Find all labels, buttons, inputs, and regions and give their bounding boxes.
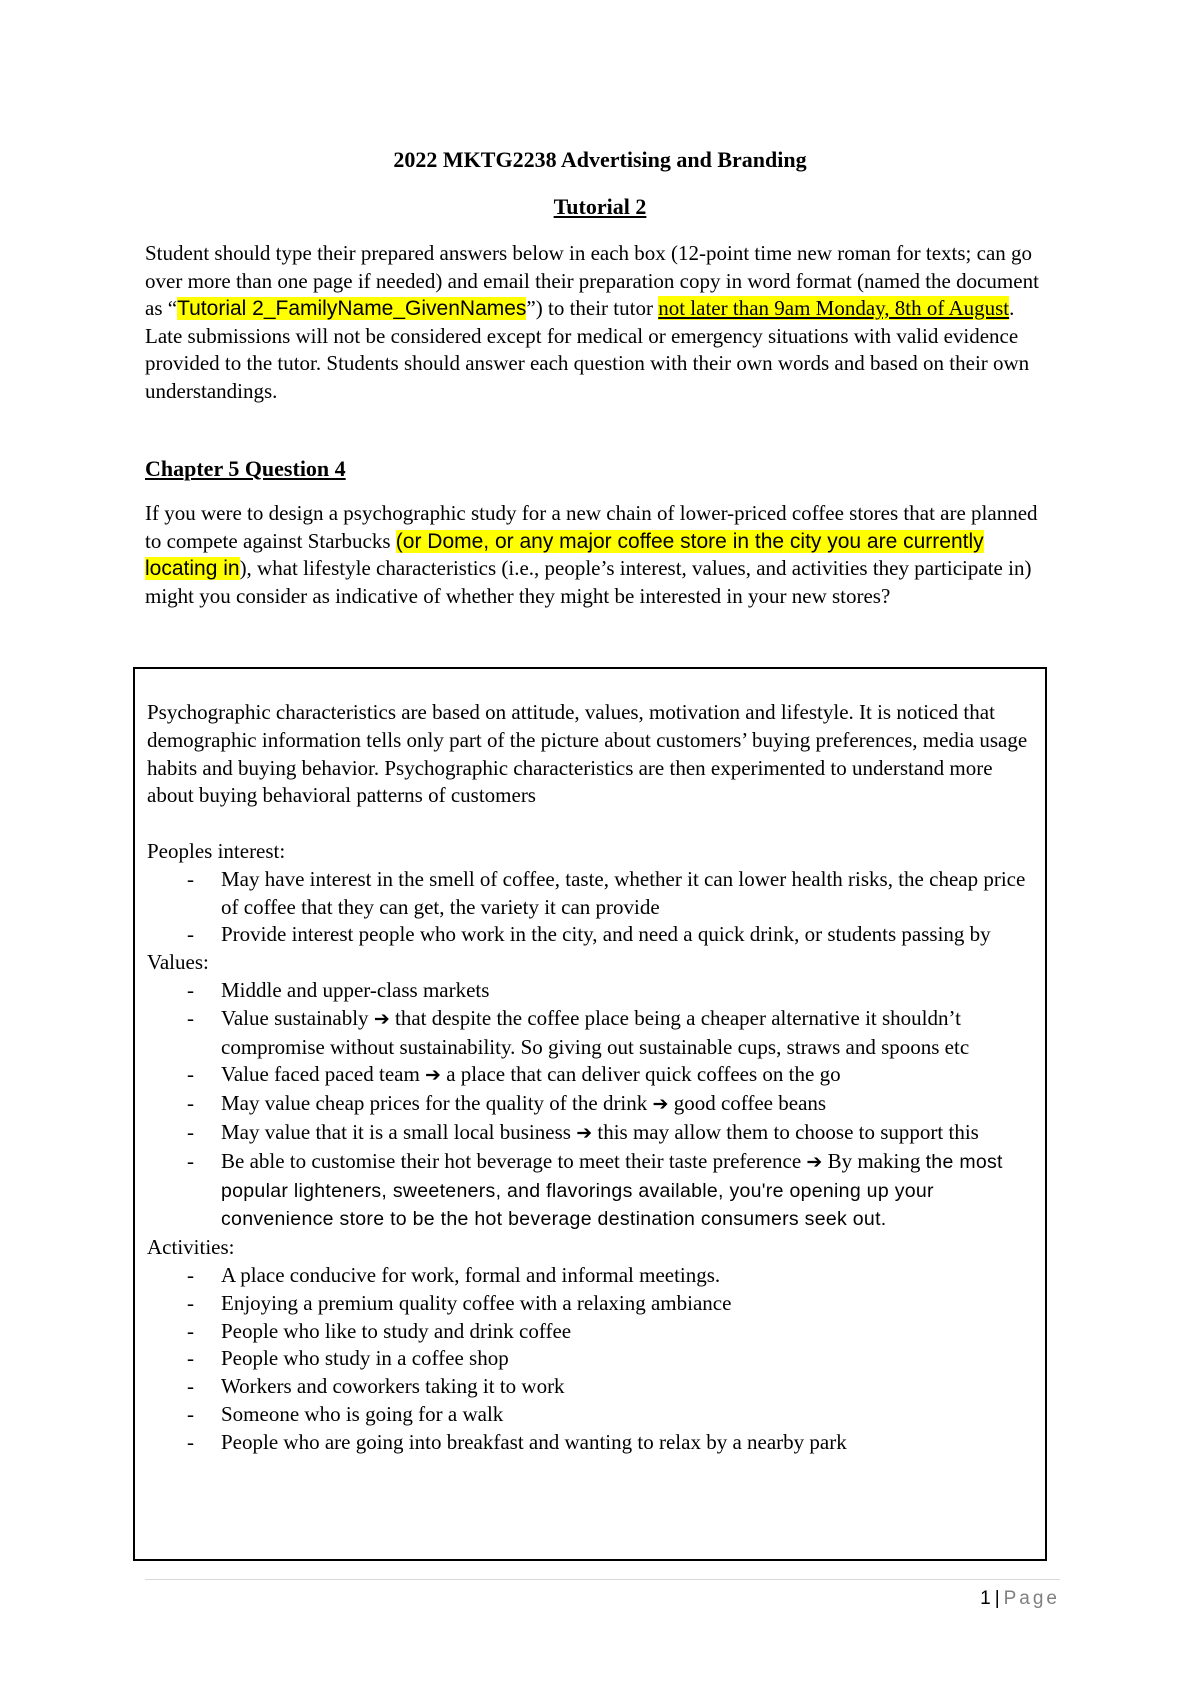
list-item [147, 1005, 1037, 1062]
values-heading: Values: [147, 950, 209, 975]
list-item [147, 1318, 1037, 1346]
right-arrow-icon: ➔ [373, 1007, 390, 1030]
answer-intro: Psychographic characteristics are based on attitude, values, motivation and lifestyle. It is noticed that demographic information tells only part of the picture about customers’ buying preferences, media usage habits and buying behavior. Psychographic characteristics are then experimented to understand more about buying behavioral patterns of customers [147, 700, 1028, 808]
list-item [147, 977, 1037, 1005]
list-item-text: People who are going into breakfast and wanting to relax by a nearby park [221, 1429, 847, 1454]
dash-bullet: - [187, 1318, 194, 1343]
list-item-text: Someone who is going for a walk [221, 1401, 504, 1426]
interest-heading: Peoples interest: [147, 838, 286, 863]
list-item [147, 1061, 1037, 1090]
list-item-text: good coffee beans [668, 1091, 827, 1116]
list-item-text: May value that it is a small local business [221, 1119, 577, 1144]
instructions-text-1: Student should type their prepared answers below in each box (12-point time new roman for texts; can go over more than one page if needed) and email their preparation copy in word format (named the document as “ [145, 241, 1039, 320]
right-arrow-icon: ➔ [425, 1064, 441, 1087]
question-text-2: ), what lifestyle characteristics (i.e., people’s interest, values, and activities they participate in) might you consider as indicative of whether they might be interested in your new stores? [145, 556, 1032, 608]
dash-bullet: - [187, 1262, 194, 1287]
footer-divider [145, 1579, 1060, 1580]
interest-list [147, 866, 1037, 949]
list-item-text: People who study in a coffee shop [221, 1346, 509, 1371]
list-item [147, 1090, 1037, 1119]
dash-bullet: - [187, 1290, 194, 1315]
list-item-text: Workers and coworkers taking it to work [221, 1374, 565, 1399]
chapter-heading: Chapter 5 Question 4 [145, 456, 346, 481]
right-arrow-icon: ➔ [652, 1093, 669, 1116]
list-item [147, 1119, 1037, 1148]
dash-bullet: - [187, 1148, 194, 1173]
list-item-text: Middle and upper-class markets [221, 977, 490, 1002]
dash-bullet: - [187, 1346, 194, 1371]
values-list [147, 977, 1037, 1234]
question-highlight: (or Dome, or any major coffee store in the city you are currently locating in [145, 529, 984, 580]
list-item [147, 1429, 1037, 1457]
dash-bullet: - [187, 1005, 194, 1030]
answer-box[interactable] [133, 667, 1047, 1561]
instructions-text-3: . Late submissions will not be considered except for medical or emergency situations with valid evidence provided to the tutor. Students should answer each question with their own words and based on their own understandings. [145, 296, 1030, 403]
list-item-text: Enjoying a premium quality coffee with a relaxing ambiance [221, 1290, 732, 1315]
list-item [147, 866, 1037, 922]
list-item-text: May have interest in the smell of coffee, taste, whether it can lower health risks, the cheap price of coffee that they can get, the variety it can provide [221, 866, 1026, 919]
right-arrow-icon: ➔ [806, 1150, 823, 1173]
list-item [147, 1345, 1037, 1373]
list-item-text: that despite the coffee place being a cheaper alternative it shouldn’t compromise without sustainability. So giving out sustainable cups, straws and spoons etc [221, 1005, 970, 1059]
page-footer [980, 1587, 1060, 1611]
footer-separator: | [994, 1588, 1000, 1609]
question-paragraph [145, 500, 1055, 610]
dash-bullet: - [187, 1374, 194, 1399]
dash-bullet: - [187, 922, 194, 947]
list-item-text: Provide interest people who work in the city, and need a quick drink, or students passing by [221, 922, 991, 947]
document-title: 2022 MKTG2238 Advertising and Branding [393, 147, 807, 172]
list-item-text: By making [822, 1148, 926, 1173]
list-item-text: this may allow them to choose to support this [592, 1119, 979, 1144]
dash-bullet: - [187, 977, 194, 1002]
document-subtitle: Tutorial 2 [553, 194, 647, 219]
dash-bullet: - [187, 1401, 194, 1426]
page-label: Page [1003, 1588, 1060, 1609]
dash-bullet: - [187, 1119, 194, 1144]
list-item [147, 1373, 1037, 1401]
dash-bullet: - [187, 1429, 194, 1454]
right-arrow-icon: ➔ [576, 1121, 593, 1144]
instructions-text-2: ”) to their tutor [526, 296, 659, 320]
dash-bullet: - [187, 1062, 194, 1087]
list-item-text: Value sustainably [221, 1005, 374, 1030]
list-item [147, 1290, 1037, 1318]
dash-bullet: - [187, 866, 194, 891]
instructions-paragraph [145, 240, 1055, 405]
list-item [147, 1148, 1037, 1234]
dash-bullet: - [187, 1091, 194, 1116]
list-item [147, 1262, 1037, 1290]
list-item-text: People who like to study and drink coffee [221, 1318, 572, 1343]
deadline-highlight: not later than 9am Monday, 8th of August [658, 296, 1010, 320]
list-item-text: A place conducive for work, formal and informal meetings. [221, 1262, 721, 1287]
list-item-text: Be able to customise their hot beverage to meet their taste preference [221, 1148, 807, 1173]
activities-heading: Activities: [147, 1235, 235, 1260]
activities-list [147, 1262, 1037, 1457]
filename-highlight: Tutorial 2_FamilyName_GivenNames [177, 297, 527, 320]
list-item [147, 921, 1037, 949]
answer-content [147, 699, 1037, 1457]
list-item-text: May value cheap prices for the quality of the drink [221, 1091, 653, 1116]
list-item-text: Value faced paced team [221, 1062, 426, 1087]
list-item-text: the most popular lighteners, sweeteners, and flavorings available, you're opening up your convenience store to be the hot beverage destination consumers seek out. [221, 1150, 1003, 1231]
page-number: 1 [980, 1588, 991, 1609]
list-item [147, 1401, 1037, 1429]
list-item-text: a place that can deliver quick coffees on the go [440, 1062, 841, 1087]
question-text-1: If you were to design a psychographic study for a new chain of lower-priced coffee stores that are planned to compete against Starbucks [145, 501, 1038, 553]
paragraph-gap [147, 810, 1037, 838]
